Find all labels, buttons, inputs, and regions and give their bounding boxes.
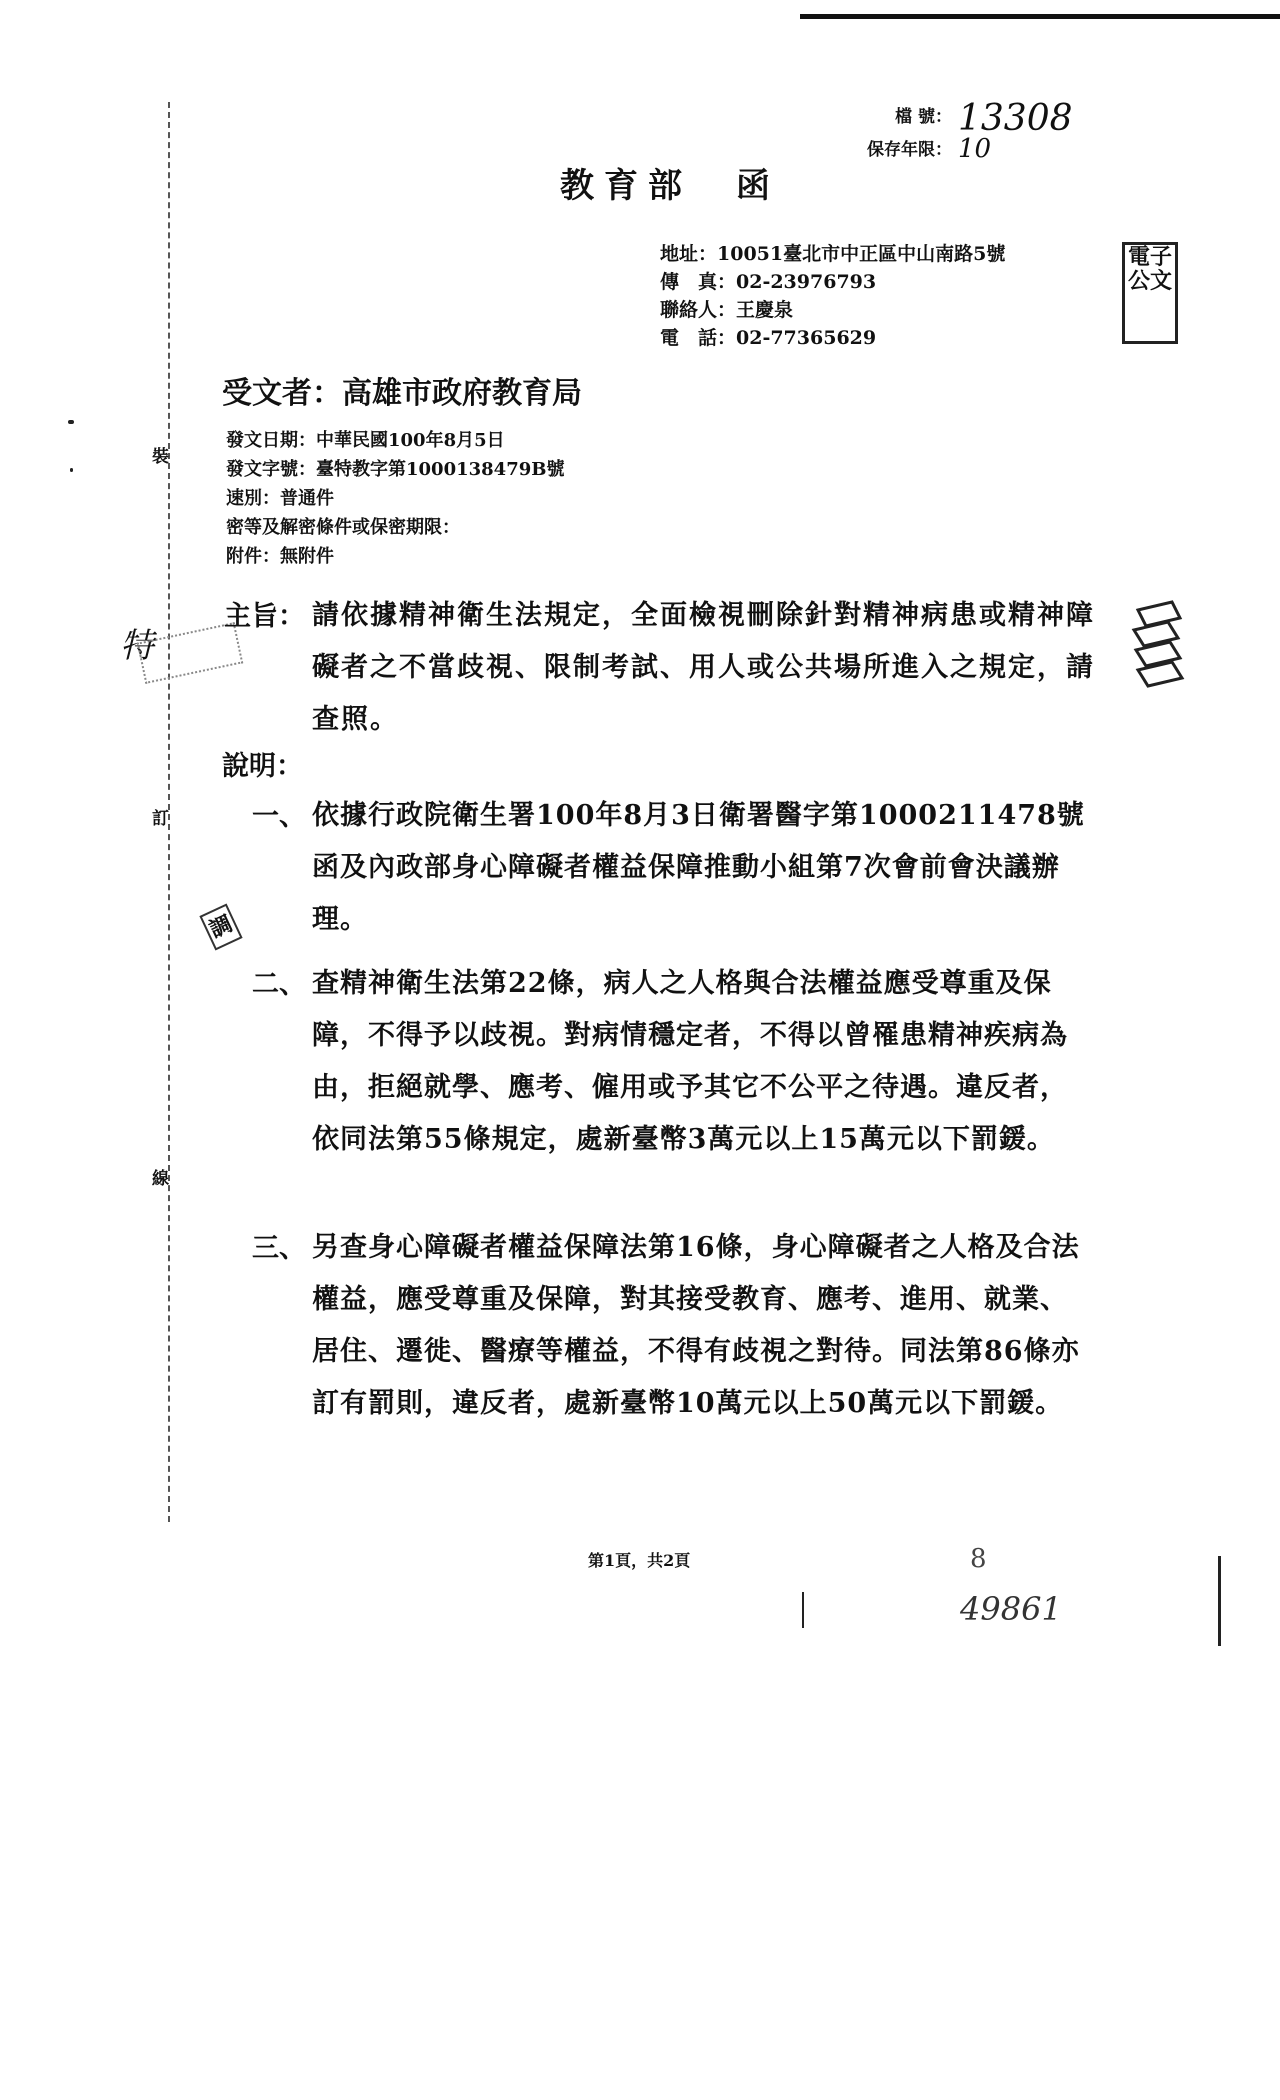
handwritten-note: 特 <box>120 626 154 666</box>
explanation-item-number: 二、 <box>252 969 306 1000</box>
top-border-rule <box>800 14 1280 19</box>
delivery-speed: 速別：普通件 <box>226 488 334 509</box>
explanation-item-text: 另查身心障礙者權益保障法第16條，身心障礙者之人格及合法權益，應受尊重及保障，對其接受教育、應考、進用、就業、居住、遷徙、醫療等權益，不得有歧視之對待。同法第86條亦訂有罰則，違反者，處新臺幣10萬元以上50萬元以下罰鍰。 <box>312 1232 1080 1419</box>
retention-label: 保存年限： <box>867 140 952 160</box>
received-date-stamp: 8 <box>970 1544 993 1574</box>
issue-date: 發文日期：中華民國100年8月5日 <box>226 430 505 451</box>
contact-person-value: 王慶泉 <box>736 299 794 321</box>
explanation-item-number: 三、 <box>252 1233 306 1264</box>
fax-row <box>660 268 1005 296</box>
right-edge-mark <box>1218 1556 1221 1646</box>
explanation-item-number: 一、 <box>252 801 306 832</box>
secrecy-level: 密等及解密條件或保密期限： <box>226 517 460 538</box>
recipient: 受文者：高雄市政府教育局 <box>222 376 582 411</box>
paper-stack-stamp-icon <box>1128 596 1188 696</box>
attachment: 附件：無附件 <box>226 546 334 567</box>
address-value: 10051臺北市中正區中山南路5號 <box>717 243 1006 265</box>
page-number: 第1頁，共2頁 <box>588 1551 691 1570</box>
retention-value: 10 <box>958 134 992 164</box>
electronic-doc-stamp: 電子公文 <box>1122 242 1178 344</box>
phone-row <box>660 324 1005 352</box>
received-number-stamp: 49861 <box>960 1590 1062 1628</box>
document-title: 教育部 函 <box>560 166 780 206</box>
file-number-label: 檔 號： <box>895 107 952 127</box>
contact-person-label: 聯絡人： <box>660 299 737 321</box>
scan-speck <box>70 468 73 472</box>
stamp-tick-mark <box>802 1592 804 1628</box>
phone-value: 02-77365629 <box>736 327 877 349</box>
explanation-label: 說明： <box>222 751 303 782</box>
file-number-value: 13308 <box>958 98 1073 139</box>
contact-person-row <box>660 296 1005 324</box>
subject-text: 請依據精神衛生法規定，全面檢視刪除針對精神病患或精神障礙者之不當歧視、限制考試、用人或公共場所進入之規定，請 查照。 <box>312 600 1095 735</box>
archive-info <box>842 96 1073 165</box>
scan-speck <box>68 420 74 424</box>
fax-label: 傳 真： <box>660 271 737 293</box>
file-number-row <box>842 96 1073 139</box>
subject-label: 主旨： <box>224 601 305 632</box>
contact-block <box>660 240 1005 352</box>
binding-char-ding: 訂 <box>152 809 169 829</box>
explanation-item-text: 依據行政院衛生署100年8月3日衛署醫字第1000211478號函及內政部身心障礙者權益保障推動小組第7次會前會決議辦理。 <box>312 800 1085 935</box>
address-row <box>660 240 1005 268</box>
fax-value: 02-23976793 <box>736 271 877 293</box>
explanation-item-text: 查精神衛生法第22條，病人之人格與合法權益應受尊重及保障，不得予以歧視。對病情穩定者，不得以曾罹患精神疾病為由，拒絕就學、應考、僱用或予其它不公平之待遇。違反者，依同法第55條規定，處新臺幣3萬元以上15萬元以下罰鍰。 <box>312 968 1068 1155</box>
binding-char-xian: 線 <box>152 1169 169 1189</box>
issue-number: 發文字號：臺特教字第1000138479B號 <box>226 459 565 480</box>
address-label: 地址： <box>660 243 718 265</box>
document-meta <box>226 426 564 571</box>
side-stamp: 調 <box>199 903 242 950</box>
binding-char-zhuang: 裝 <box>152 447 169 467</box>
phone-label: 電 話： <box>660 327 737 349</box>
